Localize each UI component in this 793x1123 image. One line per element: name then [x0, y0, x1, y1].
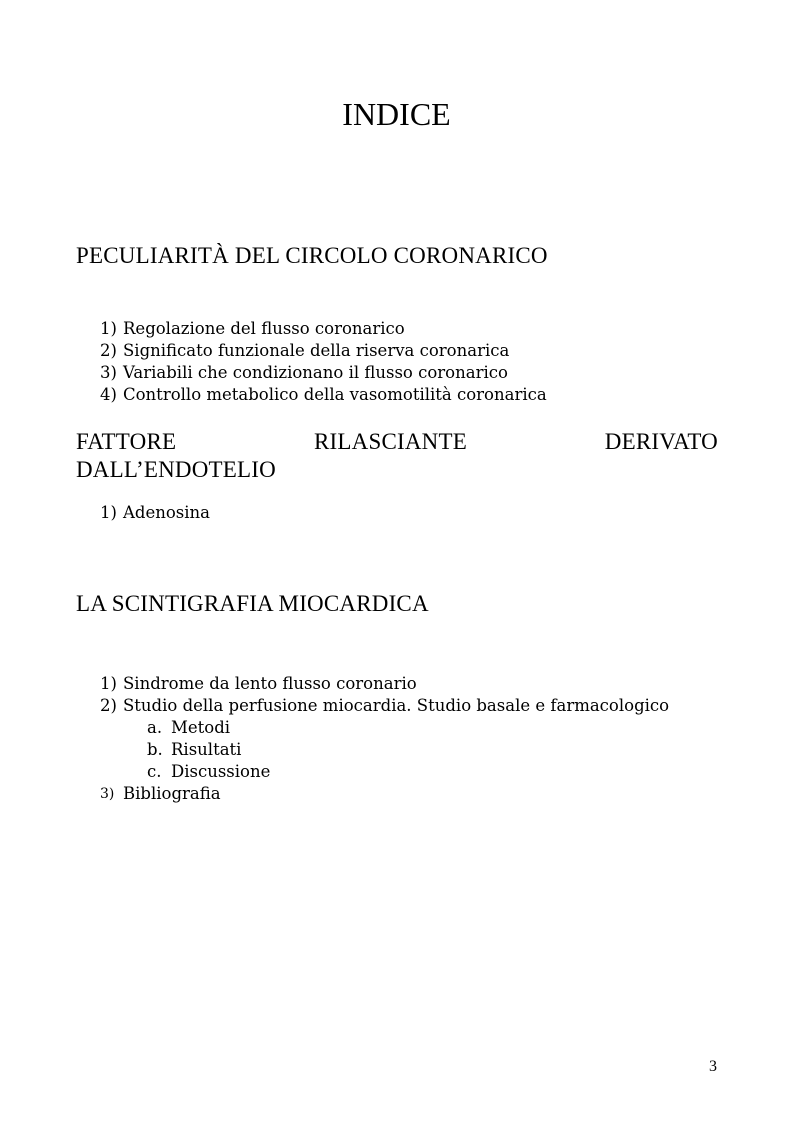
toc-item — [100, 318, 547, 340]
toc-subitem-letter: c. — [147, 762, 162, 781]
toc-item-number: 1) — [100, 319, 117, 338]
toc-item-label: Risultati — [171, 740, 242, 759]
toc-list-scintigrafia — [100, 673, 669, 805]
toc-item — [100, 340, 547, 362]
toc-item-label: Adenosina — [123, 503, 211, 522]
toc-item-label: Controllo metabolico della vasomotilità coronarica — [123, 385, 547, 404]
toc-subitem-letter: b. — [147, 740, 163, 759]
toc-item-label: Sindrome da lento flusso coronario — [123, 674, 417, 693]
toc-item-label: Variabili che condizionano il flusso coronarico — [123, 363, 508, 382]
section-heading-scintigrafia: LA SCINTIGRAFIA MIOCARDICA — [76, 591, 429, 616]
toc-item-label: Discussione — [171, 762, 271, 781]
toc-subitem — [100, 761, 669, 783]
toc-subitem — [100, 717, 669, 739]
toc-item-number: 1) — [100, 674, 117, 693]
page-number: 3 — [709, 1058, 717, 1075]
toc-item-number: 2) — [100, 341, 117, 360]
toc-item-number: 2) — [100, 696, 117, 715]
toc-item — [100, 695, 669, 717]
toc-item-label: Significato funzionale della riserva coronarica — [123, 341, 510, 360]
section-heading-endotelio: DALL’ENDOTELIO — [76, 457, 276, 482]
toc-subitem-letter: a. — [147, 718, 163, 737]
heading-word: DERIVATO — [604, 429, 718, 454]
toc-item-number: 3) — [100, 786, 115, 802]
toc-item — [100, 362, 547, 384]
toc-list-endotelio — [100, 502, 210, 524]
page-title: INDICE — [342, 96, 451, 132]
toc-item-label: Regolazione del flusso coronarico — [123, 319, 405, 338]
toc-item-label: Bibliografia — [123, 784, 221, 803]
toc-item-number: 4) — [100, 385, 117, 404]
toc-item — [100, 502, 210, 524]
heading-word: RILASCIANTE — [314, 429, 467, 454]
toc-item — [100, 783, 669, 805]
toc-item-number: 3) — [100, 363, 117, 382]
toc-list-circolo-coronarico — [100, 318, 547, 406]
toc-item-number: 1) — [100, 503, 117, 522]
heading-word: FATTORE — [76, 429, 177, 454]
toc-item — [100, 384, 547, 406]
section-heading-fattore-rilasciante — [76, 428, 718, 456]
toc-item-label: Studio della perfusione miocardia. Studio basale e farmacologico — [123, 696, 670, 715]
toc-subitem — [100, 739, 669, 761]
section-heading-circolo-coronarico: PECULIARITÀ DEL CIRCOLO CORONARICO — [76, 243, 548, 268]
toc-item-label: Metodi — [171, 718, 231, 737]
toc-item — [100, 673, 669, 695]
